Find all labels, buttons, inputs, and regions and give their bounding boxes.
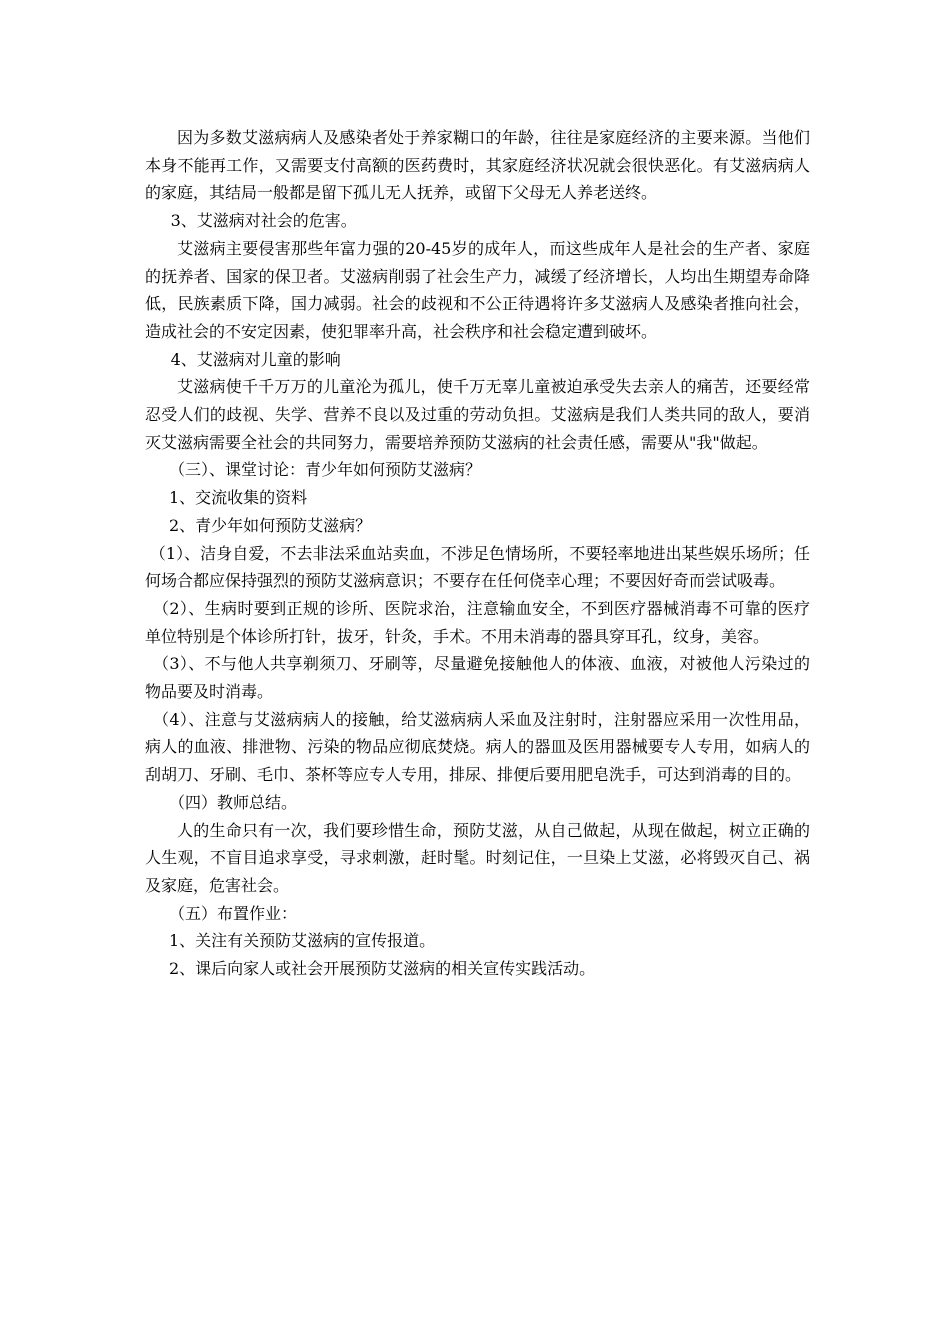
section-heading: （三）、课堂讨论：青少年如何预防艾滋病？	[169, 460, 482, 480]
list-item: （2）、生病时要到正规的诊所、医院求治，注意输血安全，不到医疗器械消毒不可靠的医疗单位特别是个体诊所打针，拔牙，针灸，手术。不用未消毒的器具穿耳孔，纹身，美容。	[145, 598, 810, 646]
section-heading: 4、艾滋病对儿童的影响	[170, 349, 341, 369]
document-body	[145, 124, 810, 983]
paragraph: 因为多数艾滋病病人及感染者处于养家糊口的年龄，往往是家庭经济的主要来源。当他们本身不能再工作，又需要支付高额的医药费时，其家庭经济状况就会很快恶化。有艾滋病病人的家庭，其结局一般都是留下孤儿无人抚养，或留下父母无人养老送终。	[145, 128, 810, 203]
list-item: 2、青少年如何预防艾滋病？	[169, 515, 372, 535]
list-item: 1、关注有关预防艾滋病的宣传报道。	[169, 931, 436, 951]
list-item: （1）、洁身自爱，不去非法采血站卖血，不涉足色情场所，不要轻率地进出某些娱乐场所；任何场合都应保持强烈的预防艾滋病意识；不要存在任何侥幸心理；不要因好奇而尝试吸毒。	[145, 543, 810, 591]
list-item: （4）、注意与艾滋病病人的接触，给艾滋病病人采血及注射时，注射器应采用一次性用品，病人的血液、排泄物、污染的物品应彻底焚烧。病人的器皿及医用器械要专人专用，如病人的刮胡刀、牙刷、毛巾、茶杯等应专人专用，排尿、排便后要用肥皂洗手，可达到消毒的目的。	[145, 709, 810, 785]
list-item: 1、交流收集的资料	[169, 488, 308, 508]
section-heading: 3、艾滋病对社会的危害。	[170, 211, 357, 231]
list-item: （3）、不与他人共享剃须刀、牙刷等，尽量避免接触他人的体液、血液，对被他人污染过的物品要及时消毒。	[145, 654, 810, 702]
paragraph: 艾滋病使千千万万的儿童沦为孤儿，使千万无辜儿童被迫承受失去亲人的痛苦，还要经常忍受人们的歧视、失学、营养不良以及过重的劳动负担。艾滋病是我们人类共同的敌人，要消灭艾滋病需要全社会的共同努力，需要培养预防艾滋病的社会责任感，需要从"我"做起。	[145, 377, 810, 452]
paragraph: 艾滋病主要侵害那些年富力强的20-45岁的成年人，而这些成年人是社会的生产者、家庭的抚养者、国家的保卫者。艾滋病削弱了社会生产力，减缓了经济增长，人均出生期望寿命降低，民族素质下降，国力减弱。社会的歧视和不公正待遇将许多艾滋病人及感染者推向社会，造成社会的不安定因素，使犯罪率升高，社会秩序和社会稳定遭到破坏。	[145, 238, 810, 341]
section-heading: （五）布置作业：	[169, 903, 298, 923]
list-item: 2、课后向家人或社会开展预防艾滋病的相关宣传实践活动。	[169, 959, 596, 979]
paragraph: 人的生命只有一次，我们要珍惜生命，预防艾滋，从自己做起，从现在做起，树立正确的人生观，不盲目追求享受，寻求刺激，赶时髦。时刻记住，一旦染上艾滋，必将毁灭自己、祸及家庭，危害社会。	[145, 820, 810, 895]
section-heading: （四）教师总结。	[169, 792, 298, 812]
